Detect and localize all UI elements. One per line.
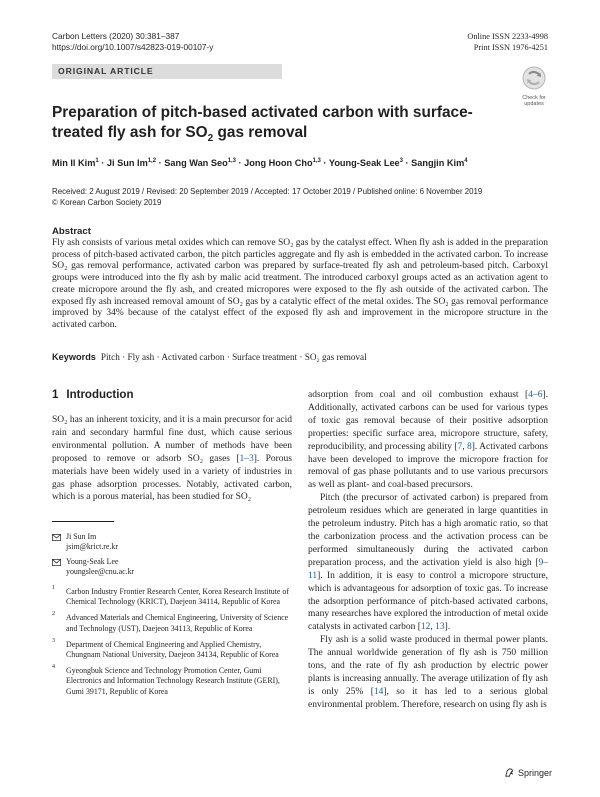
abstract-text: Fly ash consists of various metal oxides which can remove SO₂ gas by the catalyst effect. When fly ash is added in the preparation process of pitch-based activated carbon, the pitch particles aggregate and fly ash is embedded in the activated carbon. To increase SO₂ gas removal performance, activated carbon was prepared by surface-treated fly ash and petroleum-based pitch. Carboxyl groups were introduced into the fly ash by malic acid treatment. The introduced carboxyl groups acted as an activation agent to create micropore around the fly ash, and created micropores were exposed to the fly ash outside of the activated carbon. The exposed fly ash increased removal amount of SO₂ gas by a catalytic effect of the metal oxides. The SO₂ gas removal performance improved by 34% because of the catalyst effect of the exposed fly ash and improvement in the micropore structure in the activated carbon. <box>52 238 548 330</box>
contact-email[interactable]: youngslee@cnu.ac.kr <box>66 567 135 577</box>
contact-name: Young-Seak Lee <box>66 556 119 566</box>
affiliations <box>52 587 294 703</box>
author-affiliation-mark: 1,2 <box>147 157 157 164</box>
contact-entry <box>52 557 134 578</box>
author-affiliation-mark: 4 <box>464 157 468 164</box>
footnote-rule <box>52 521 114 522</box>
section-number: 1 <box>52 389 59 401</box>
section-title: Introduction <box>66 389 134 401</box>
affiliation-entry <box>52 587 294 608</box>
author-name[interactable]: Ji Sun Im <box>106 158 148 168</box>
affiliation-text: Carbon Industry Frontier Research Center, Korea Research Institute of Chemical Technology (KRICT), Daejeon 34114, Republic of Korea <box>66 587 289 607</box>
envelope-icon <box>52 534 61 553</box>
text-run: ]. In addition, it is easy to control a micropore structure, which is advantageous for adsorption of toxic gas. To increase the adsorption performance of pitch-based activated carbons, many researches have explored the introduction of metal oxide catalysts in activated carbon [ <box>308 570 548 633</box>
keywords-label: Keywords <box>52 352 96 362</box>
keywords-line <box>52 351 548 363</box>
author-affiliation-mark: 3 <box>399 157 403 164</box>
contact-entry <box>52 532 134 553</box>
text-run: SO₂ has an inherent toxicity, and it is a main precursor for acid rain and secondary harmful fine dust, which cause serious environmental pollution. A number of methods have been proposed to remove or adsorb SO₂ gases [ <box>52 415 292 464</box>
paragraph <box>308 634 548 711</box>
envelope-icon <box>52 559 61 578</box>
author-affiliation-mark: 1,3 <box>312 157 321 164</box>
check-updates-label: Check for updates <box>522 95 546 107</box>
publication-dates <box>52 186 552 208</box>
author-separator: · <box>403 158 412 168</box>
abstract-heading: Abstract <box>52 226 91 237</box>
text-run: Pitch (the precursor of activated carbon) is prepared from petroleum residues which are generated in large quantities in the petroleum industry. Pitch has a high aromatic ratio, so that the carbonization process and the activation process can be performed simultaneously during the activated carbon preparation process, and the activation yield is also high [ <box>308 493 548 568</box>
keywords-items: Pitch · Fly ash · Activated carbon · Surface treatment · SO₂ gas removal <box>100 352 367 362</box>
affiliation-number: 4 <box>52 663 55 670</box>
author-name[interactable]: Sangjin Kim <box>411 158 465 168</box>
text-run: ], so it has led to a serious global environmental problem. Therefore, research on using fly ash is <box>308 686 548 710</box>
publisher-name: Springer <box>518 767 553 778</box>
springer-horse-icon <box>504 767 515 778</box>
affiliation-text: Advanced Materials and Chemical Engineering, University of Science and Technology (UST), Daejeon 34113, Republic of Korea <box>66 613 289 633</box>
citation-link[interactable]: 4–6 <box>528 390 543 400</box>
article-title: Preparation of pitch-based activated carbon with surface-treated fly ash for $SO_2$ gas removal <box>52 104 473 145</box>
citation-link[interactable]: 8 <box>467 441 472 452</box>
affiliation-number: 2 <box>52 611 55 618</box>
doi-link[interactable]: https://doi.org/10.1007/s42823-019-00107-y <box>52 42 214 52</box>
affiliation-text: Gyeongbuk Science and Technology Promotion Center, Gumi Electronics and Information Technology Research Institute (GERI), Gumi 39171, Republic of Korea <box>66 665 280 696</box>
author-affiliation-mark: 1,3 <box>227 157 236 164</box>
history-dates: Received: 2 August 2019 / Revised: 20 September 2019 / Accepted: 17 October 2019 / Published online: 6 November 2019 <box>52 187 483 196</box>
author-separator: · <box>320 158 329 168</box>
citation-link[interactable]: 14 <box>373 686 384 697</box>
text-run: adsorption from coal and oil combustion exhaust [ <box>308 390 529 400</box>
right-column-body <box>308 389 548 712</box>
affiliation-entry <box>52 613 294 634</box>
contact-email[interactable]: jsim@krict.re.kr <box>66 542 118 552</box>
check-updates-icon <box>522 66 546 90</box>
text-run: ]. Additionally, activated carbons can be used for various types of toxic gas removal because of their positive adsorption properties: specific surface area, micropore structure, safety, reproducibility, and processing ability [ <box>308 390 548 452</box>
paragraph <box>52 414 292 504</box>
print-issn: Print ISSN 1976-4251 <box>473 43 548 52</box>
check-for-updates-button[interactable] <box>519 66 549 107</box>
author-name[interactable]: Min Il Kim <box>52 158 96 168</box>
section-heading <box>52 389 141 401</box>
citation-link[interactable]: 12 <box>420 622 431 633</box>
text-run: ]. Activated carbons have been developed to improve the micropore fraction for removal of gas phase pollutants and to use various precursors as well as plant- and coal-based precursors. <box>308 441 548 491</box>
author-name[interactable]: Jong Hoon Cho <box>244 158 313 168</box>
citation-link[interactable]: 1–3 <box>239 453 254 464</box>
text-run: ]. <box>444 622 451 633</box>
author-separator: · <box>98 158 107 168</box>
online-issn: Online ISSN 2233-4998 <box>467 32 548 41</box>
text-run: Fly ash is a solid waste produced in thermal power plants. The annual worldwide generation of fly ash is 750 million tons, and the rate of fly ash production by electric power plants is increasing annually. The average utilization of fly ash is only 25% [ <box>308 635 548 697</box>
affiliation-entry <box>52 637 294 661</box>
citation-link[interactable]: 7 <box>457 441 463 452</box>
article-type-label: ORIGINAL ARTICLE <box>58 66 154 76</box>
affiliation-number: 3 <box>52 637 55 644</box>
author-affiliation-mark: 1 <box>95 157 99 164</box>
contact-name: Ji Sun Im <box>66 532 97 541</box>
author-separator: · <box>156 158 165 168</box>
paragraph <box>308 389 548 492</box>
text-run: , <box>462 441 467 452</box>
left-column-body <box>52 414 292 504</box>
publisher-logo <box>504 767 552 778</box>
author-name[interactable]: Sang Wan Seo <box>164 158 228 168</box>
journal-citation: Carbon Letters (2020) 30:381–387 <box>52 31 180 41</box>
article-type-band <box>52 64 282 79</box>
affiliation-entry <box>52 663 294 697</box>
affiliation-text: Department of Chemical Engineering and Applied Chemistry, Chungnam National University, Daejeon 34134, Republic of Korea <box>66 639 279 660</box>
author-name[interactable]: Young-Seak Lee <box>328 158 400 168</box>
copyright-line: © Korean Carbon Society 2019 <box>52 198 162 207</box>
corresponding-authors <box>52 532 134 582</box>
text-run: ]. Porous materials have been widely used in a variety of industries in gas phase adsorption processes. Notably, activated carbon, which is a porous material, has been studied for SO₂ <box>52 453 293 503</box>
author-separator: · <box>236 158 245 168</box>
text-run: , <box>430 622 436 633</box>
paragraph <box>308 492 548 634</box>
author-list <box>52 157 552 169</box>
affiliation-number: 1 <box>52 585 55 591</box>
citation-link[interactable]: 9–11 <box>308 557 548 581</box>
citation-link[interactable]: 13 <box>435 622 445 633</box>
